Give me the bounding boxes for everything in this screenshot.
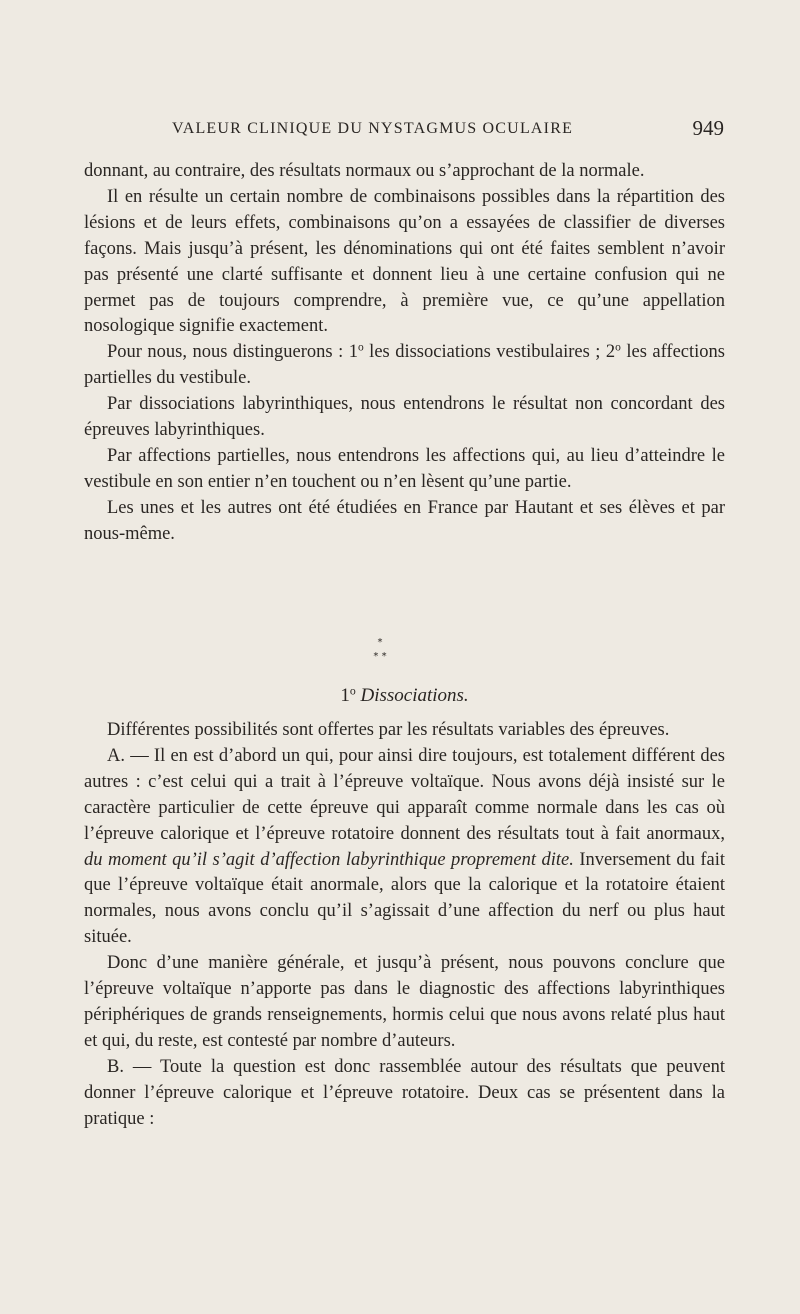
paragraph-3-part-a: Pour nous, nous distinguerons : 1 [107,342,358,363]
section-number-sup: o [349,684,356,698]
page-header [84,116,724,146]
section-heading [84,683,725,709]
paragraph-9: Donc d’une manière générale, et jusqu’à présent, nous pouvons conclure que l’épreuve voltaïque n’apporte pas dans le diagnostic des affections labyrinthiques périphériques de grands renseignements, hormis celui que nous avons relaté plus haut et qui, du reste, est contesté par nombre d’auteurs. [84,953,725,1051]
asterism-divider [360,636,400,672]
paragraph-6: Les unes et les autres ont été étudiées en France par Hautant et ses élèves et par nous-même. [84,497,725,544]
asterism-bottom: * * [373,651,387,662]
paragraph-7: Différentes possibilités sont offertes par les résultats variables des épreuves. [107,720,670,740]
paragraph-8-part-a: A. — Il en est d’abord un qui, pour ainsi dire toujours, est totalement différent des autres : c’est celui qui a trait à l’épreuve voltaïque. Nous avons déjà insisté sur le caractère particulier de cette épreuve qui apparaît comme normale dans les cas où l’épreuve calorique et l’épreuve rotatoire donnent des résultats tout à fait anormaux, [84,745,725,844]
paragraph-8-italic: du moment qu’il s’agit d’affection labyrinthique proprement dite. [84,849,574,870]
paragraph-2: Il en résulte un certain nombre de combinaisons possibles dans la répartition des lésions et de leurs effets, combinaisons qu’on a essayées de classifier de diverses façons. Mais jusqu’à présent, les dénominations qui ont été faites semblent n’avoir pas présenté une clarté suffisante et donnent lieu à une certaine confusion qui ne permet pas de toujours comprendre, à première vue, ce qu’une appellation nosologique signifie exactement. [84,186,725,337]
running-title: VALEUR CLINIQUE DU NYSTAGMUS OCULAIRE [172,120,574,137]
page-number: 949 [692,116,724,140]
asterism-top: * [377,637,383,648]
paragraph-5: Par affections partielles, nous entendrons les affections qui, au lieu d’atteindre le vestibule en son entier n’en touchent ou n’en lèsent qu’une partie. [84,445,725,492]
ordinal-sup-1: o [357,342,364,355]
body-text-bottom [84,718,725,1133]
paragraph-8 [84,744,725,951]
ordinal-sup-2: o [615,342,621,355]
paragraph-8-part-b: Inversement du fait que l’épreuve voltaïque était anormale, alors que la calorique et la rotatoire étaient normales, nous avons conclu qu’il s’agissait d’une affection du nerf ou plus haut située. [84,849,725,948]
paragraph-3-part-c: les affections partielles du vestibule. [84,342,725,389]
section-number: 1 [340,685,350,706]
section-title: Dissociations. [360,685,469,706]
paragraph-3-part-b: les dissociations vestibulaires ; 2 [363,342,616,363]
paragraph-1: donnant, au contraire, des résultats normaux ou s’approchant de la normale. [84,161,645,181]
paragraph-3 [84,340,725,392]
paragraph-4: Par dissociations labyrinthiques, nous entendrons le résultat non concordant des épreuves labyrinthiques. [84,394,725,441]
paragraph-10: B. — Toute la question est donc rassemblée autour des résultats que peuvent donner l’épreuve calorique et l’épreuve rotatoire. Deux cas se présentent dans la pratique : [84,1056,725,1129]
body-text-top [84,159,725,548]
